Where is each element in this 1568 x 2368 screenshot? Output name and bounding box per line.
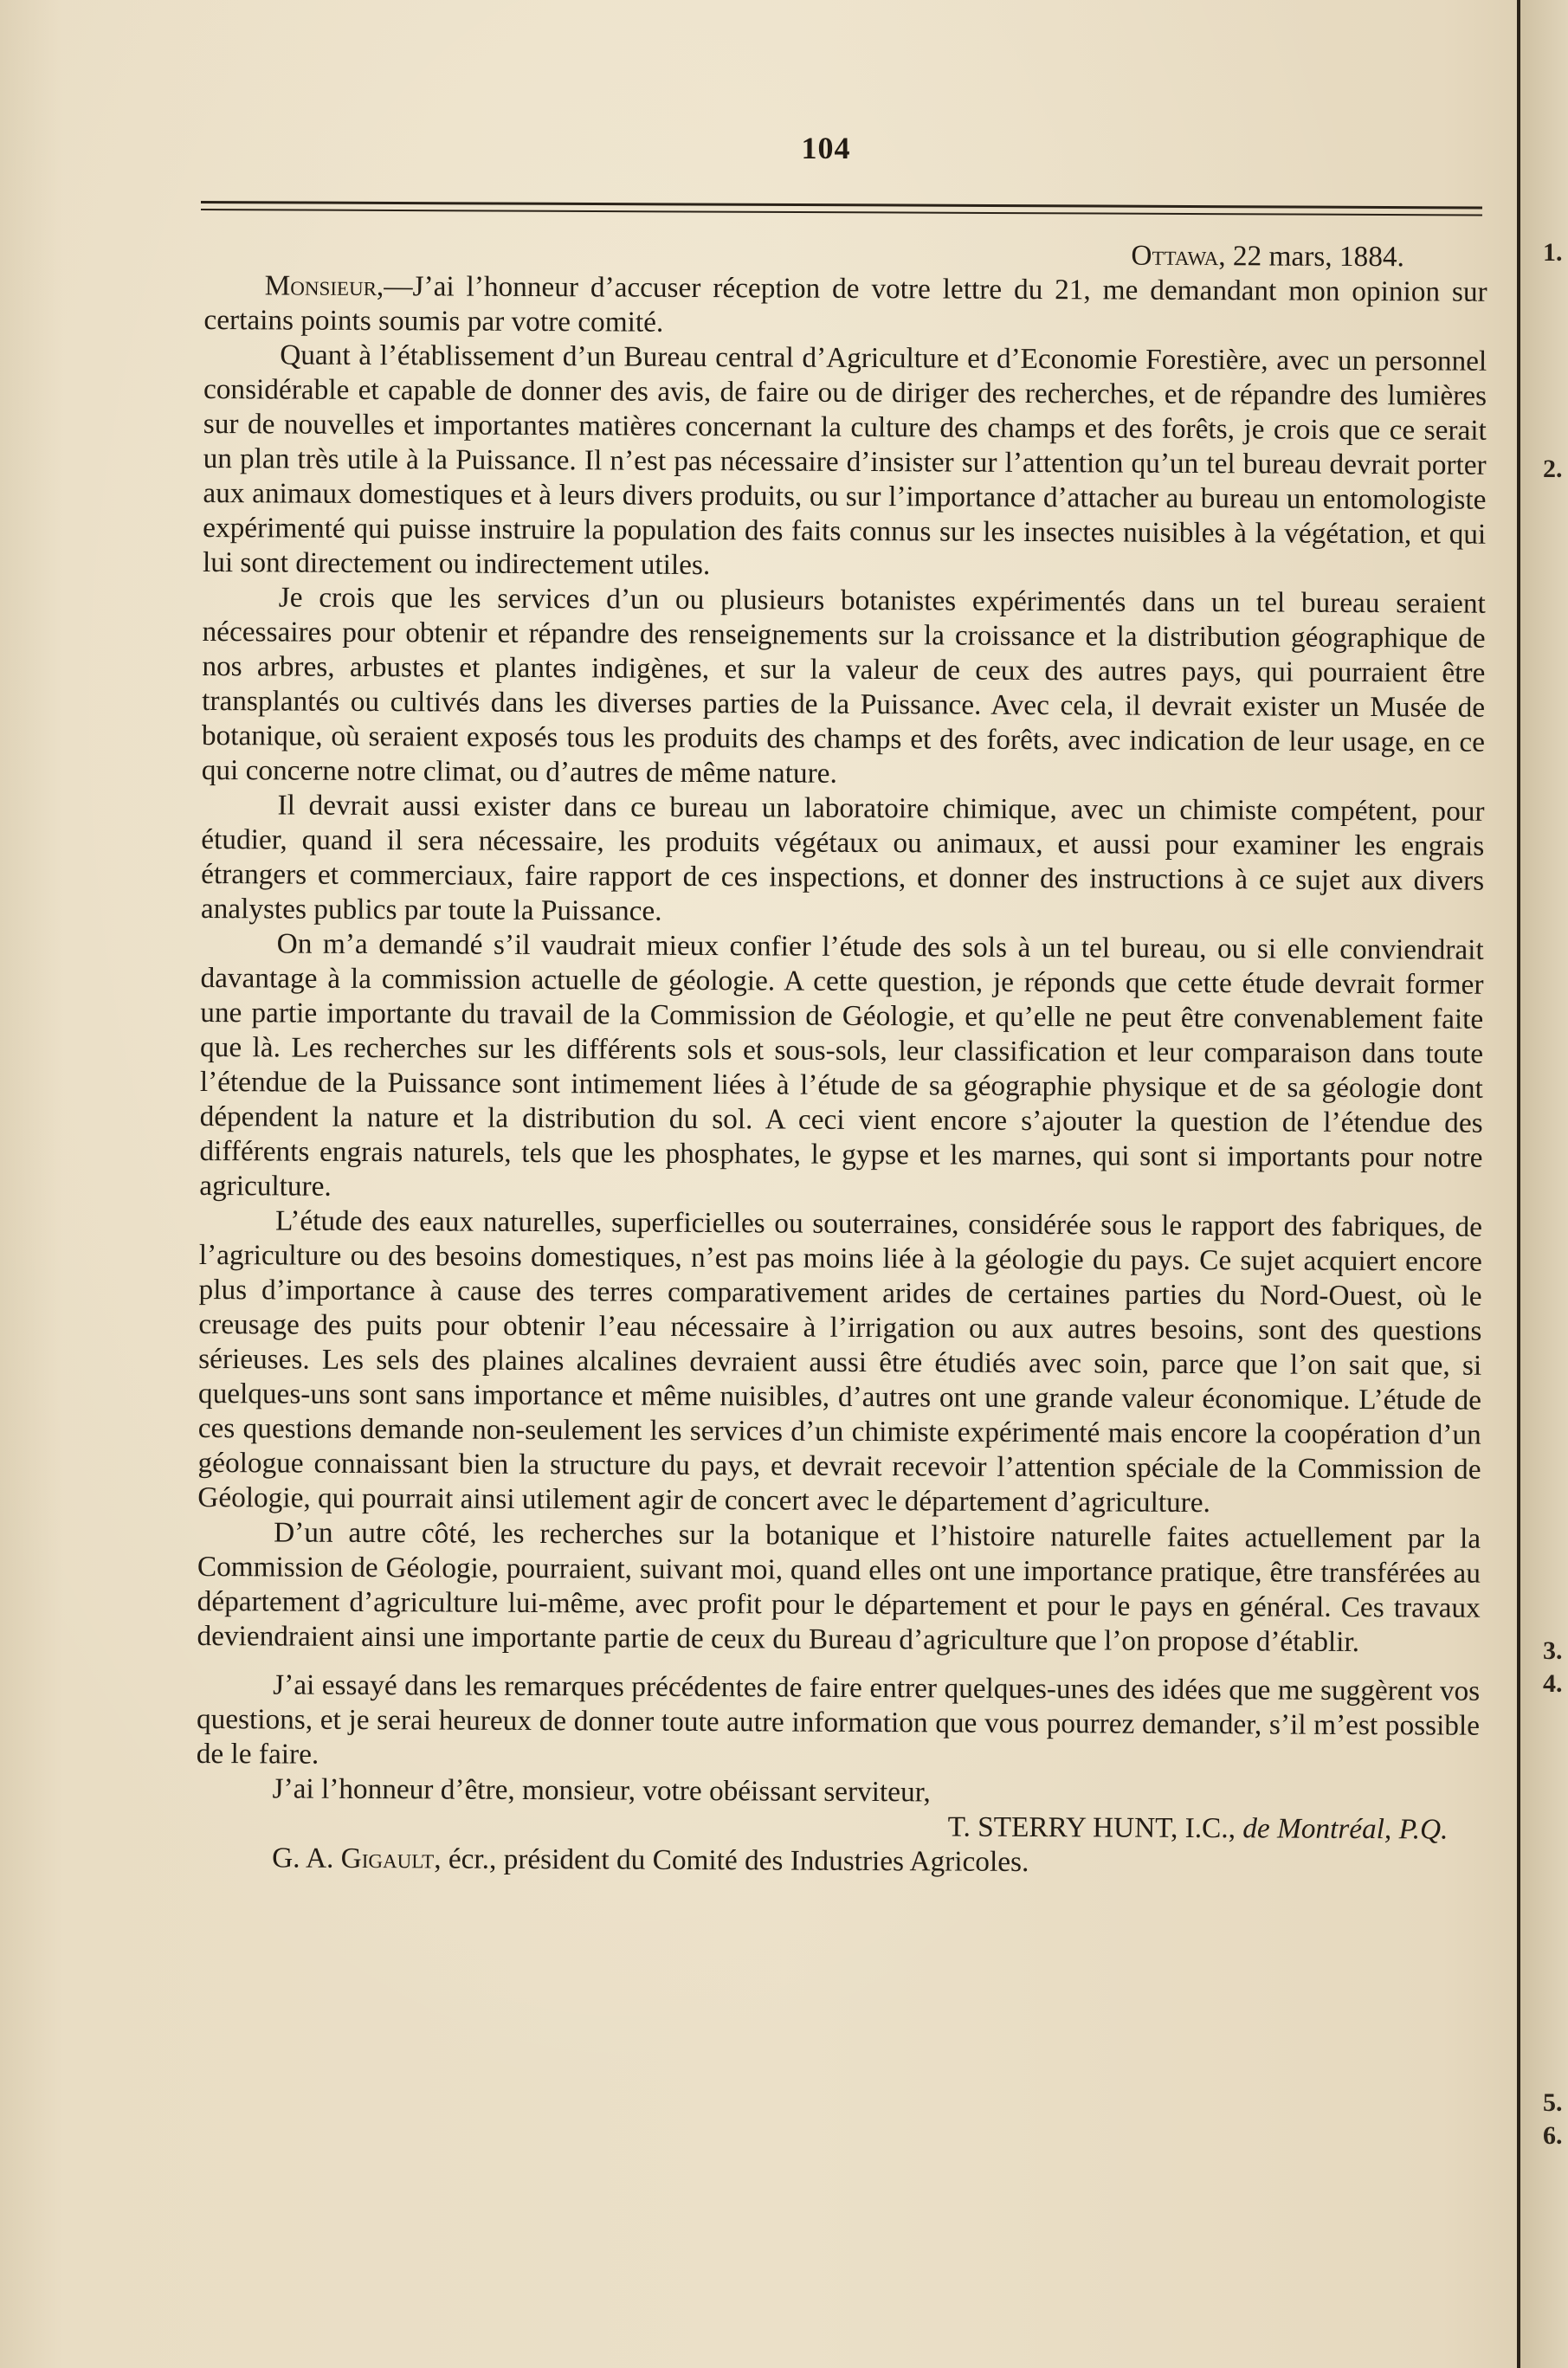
- page-number: 104: [801, 131, 851, 165]
- paragraph: [203, 268, 1487, 345]
- margin-fragment: 5.: [1543, 2088, 1563, 2117]
- margin-fragment: 2.: [1543, 455, 1563, 483]
- adjacent-page-edge: [1520, 0, 1568, 2368]
- margin-fragment: 1.: [1543, 238, 1563, 267]
- recipient: [196, 1841, 1479, 1882]
- paragraph: Il devrait aussi exister dans ce bureau un laboratoire chimique, avec un chimiste compétent, pour étudier, quand il sera nécessaire, les produits végétaux ou animaux, et aussi pour examiner les engrais étrangers et commerciaux, faire rapport de ces inspections, et donner des instructions à ce sujet aux divers analystes publics par toute la Puissance.: [200, 789, 1485, 927]
- paragraph: L’étude des eaux naturelles, superficielles ou souterraines, considérée sous le rapport des fabriques, de l’agriculture ou des besoins domestiques, n’est pas moins liée à la géologie du pays. Ce sujet acquiert encore plus d’importance à cause des terres comparativement arides de certaines parties du Nord-Ouest, où le creusage des puits pour obtenir l’eau nécessaire à l’irrigation ou aux autres besoins, sont des questions sérieuses. Les sels des plaines alcalines devraient aussi être étudiés avec soin, parce que l’on sait que, si quelques-uns sont sans importance et même nuisibles, d’autres ont une grande valeur économique. L’étude de ces questions demande non-seulement les services d’un chimiste expérimenté mais encore la coopération d’un géologue connaissant bien la structure du pays, et devrait recevoir l’attention spéciale de la Commission de Géologie, qui pourrait ainsi utilement agir de concert avec le département d’agriculture.: [197, 1204, 1483, 1520]
- paragraph: D’un autre côté, les recherches sur la botanique et l’histoire naturelle faites actuellement par la Commission de Géologie, pourraient, suivant moi, quand elles ont une importance pratique, être transférées au département d’agriculture lui-même, avec profit pour le département et pour le pays en général. Ces travaux deviendraient ainsi une importante partie de ceux du Bureau d’agriculture que l’on propose d’établir.: [197, 1516, 1481, 1659]
- paragraph-text: —J’ai l’honneur d’accuser réception de votre lettre du 21, me demandant mon opinion sur certains points soumis par votre comité.: [203, 270, 1487, 339]
- closing: J’ai l’honneur d’être, monsieur, votre obéissant serviteur,: [272, 1772, 931, 1809]
- salutation: Monsieur,: [264, 269, 384, 303]
- margin-fragment: 6.: [1543, 2121, 1563, 2150]
- dateline-date: , 22 mars, 1884.: [1218, 240, 1404, 274]
- paragraph: On m’a demandé s’il vaudrait mieux confier l’étude des sols à un tel bureau, ou si elle conviendrait davantage à la commission actuelle de géologie. A cette question, je réponds que cette étude devrait former une partie importante du travail de la Commission de Géologie, et qu’elle ne peut être convenablement faite que là. Les recherches sur les différents sols et sous-sols, leur classification et leur comparaison dans toute l’étendue de la Puissance sont intimement liées à l’étude de sa géographie physique et de sa géologie dont dépendent la nature et la distribution du sol. A ceci vient encore s’ajouter la question de l’étendue des différents engrais naturels, tels que les phosphates, le gypse et les marnes, qui sont si importants pour notre agriculture.: [199, 927, 1484, 1203]
- recipient-title: , écr., président du Comité des Industries Agricoles.: [434, 1842, 1029, 1879]
- paragraph: J’ai essayé dans les remarques précédentes de faire entrer quelques-unes des idées que me suggèrent vos questions, et je serai heureux de donner toute autre information que vous pourrez demander, s’il m’est possible de le faire.: [196, 1668, 1481, 1771]
- signature-place: de Montréal, P.Q.: [1242, 1812, 1449, 1846]
- paragraph: Je crois que les services d’un ou plusieurs botanistes expérimentés dans un tel bureau seraient nécessaires pour obtenir et répandre des renseignements sur la croissance et la distribution géographique de nos arbres, arbustes et plantes indigènes, et sur la valeur de ceux des autres pays, qui pourraient être transplantés ou cultivés dans les diverses parties de la Puissance. Avec cela, il devrait exister un Musée de botanique, où seraient exposés tous les produits des champs et des forêts, avec indication de leur usage, en ce qui concerne notre climat, ou d’autres de même nature.: [201, 581, 1486, 790]
- header-rule: [201, 209, 1482, 216]
- recipient-name: G. A. Gigault: [272, 1842, 435, 1875]
- margin-fragment: 3.: [1543, 1636, 1563, 1665]
- margin-fragment: 4.: [1543, 1669, 1563, 1698]
- signature-name: T. STERRY HUNT, I.C.,: [947, 1810, 1236, 1845]
- paragraph: Quant à l’établissement d’un Bureau central d’Agriculture et d’Economie Forestière, avec un personnel considérable et capable de donner des avis, de faire ou de diriger des recherches, et de répandre des lumières sur de nouvelles et importantes matières concernant la culture des champs et des forêts, je crois que ce serait un plan très utile à la Puissance. Il n’est pas nécessaire d’insister sur l’attention qu’un tel bureau devrait porter aux animaux domestiques et à leurs divers produits, ou sur l’importance d’attacher au bureau un entomologiste expérimenté qui puisse instruire la population des faits connus sur les insectes nuisibles à la végétation, et qui lui sont directement ou indirectement utiles.: [202, 339, 1487, 582]
- dateline-city: Ottawa: [1131, 239, 1219, 273]
- letter-body: [196, 234, 1487, 1882]
- header-rule: [201, 201, 1482, 209]
